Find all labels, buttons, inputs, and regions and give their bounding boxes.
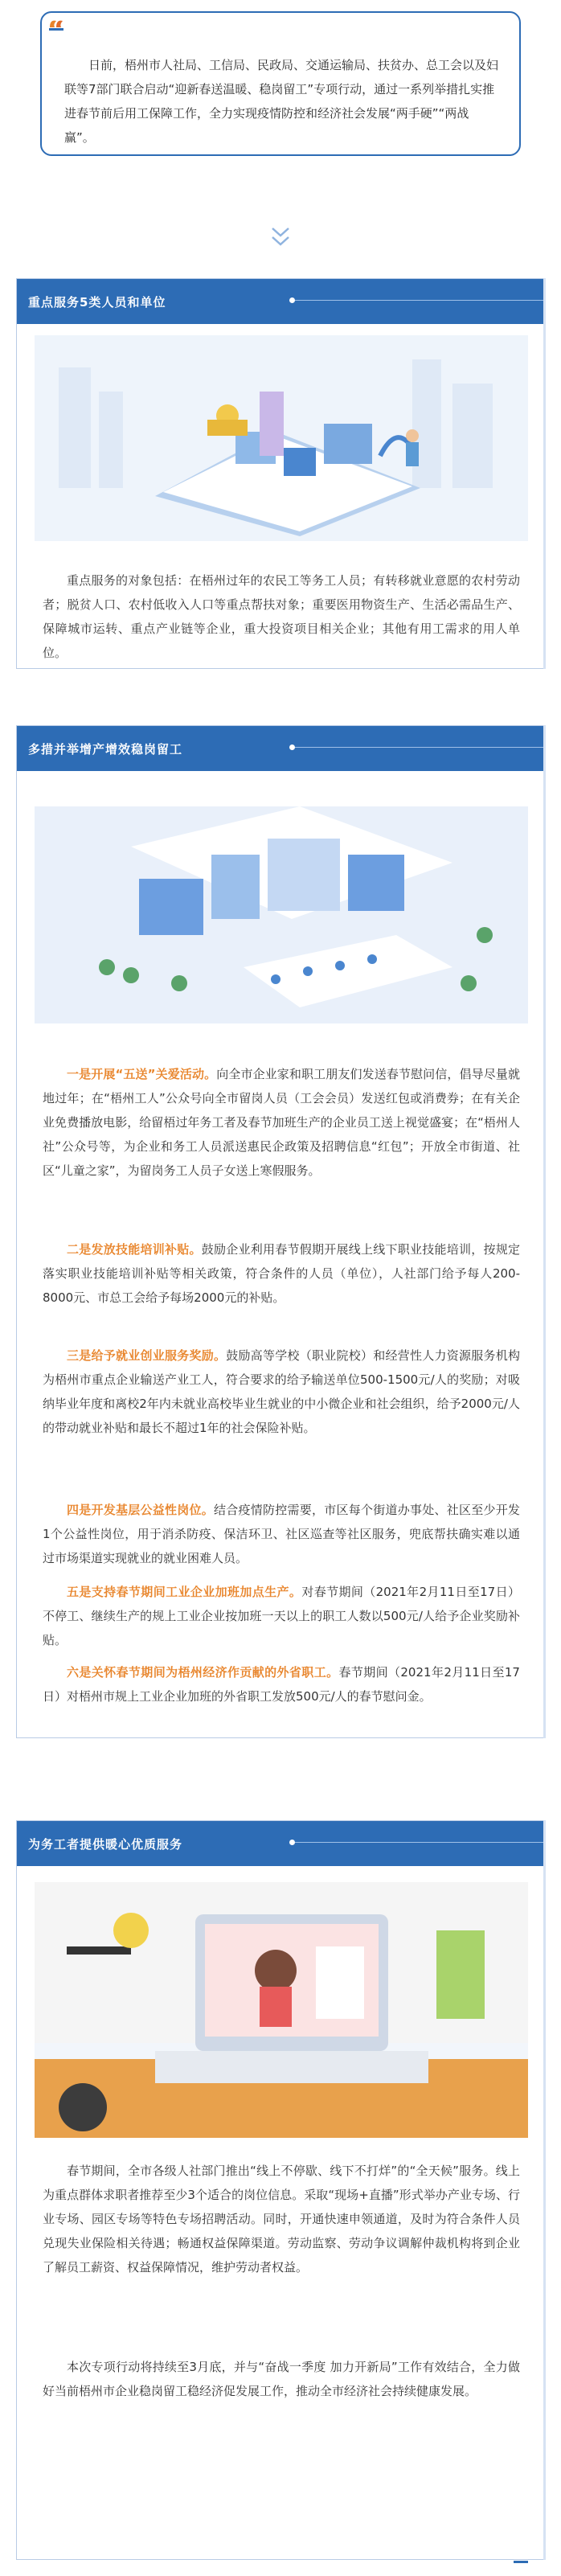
lantern-icon bbox=[47, 16, 71, 34]
measure-lead: 五是支持春节期间工业企业加班加点生产。 bbox=[67, 1585, 302, 1599]
intro-box bbox=[40, 11, 521, 156]
section-services bbox=[16, 1820, 545, 2560]
section-title: 重点服务5类人员和单位 bbox=[28, 294, 166, 310]
section-header bbox=[17, 726, 544, 771]
paragraph: 春节期间，全市各级人社部门推出“线上不停歇、线下不打烊”的“全天候”服务。线上为重点群体求职者推荐至少3个适合的岗位信息。采取“现场+直播”形式举办产业专场、行业专场、园区专场等特色专场招聘活动。同时，开通快速申领通道，及时为符合条件人员兑现失业保险相关待遇；畅通权益保障渠道。劳动监察、劳动争议调解仲裁机构将到企业了解员工薪资、权益保障情况，维护劳动者权益。 bbox=[43, 2164, 520, 2275]
measure-text: 对春节期间（2021年2月11日至17日）不停工、继续生产的规上工业企业按加班一天以上的职工人数以500元/人给予企业奖励补贴。 bbox=[43, 1585, 520, 1647]
measure-item-1 bbox=[43, 1062, 520, 1183]
measure-lead: 一是开展“五送”关爱活动。 bbox=[67, 1067, 217, 1081]
measure-item-3 bbox=[43, 1343, 520, 1440]
section-title: 多措并举增产增效稳岗留工 bbox=[28, 741, 183, 757]
measure-text: 春节期间（2021年2月11日至17日）对梧州市规上工业企业加班的外省职工发放500元/人的春节慰问金。 bbox=[43, 1665, 520, 1704]
measure-lead: 六是关怀春节期间为梧州经济作贡献的外省职工。 bbox=[67, 1665, 339, 1680]
section-measures bbox=[16, 725, 545, 1738]
measure-item-4 bbox=[43, 1498, 520, 1570]
measure-item-5 bbox=[43, 1580, 520, 1652]
measure-lead: 三是给予就业创业服务奖励。 bbox=[67, 1348, 227, 1363]
section-header bbox=[17, 279, 544, 324]
section-title: 为务工者提供暖心优质服务 bbox=[28, 1836, 183, 1852]
measure-item-2 bbox=[43, 1237, 520, 1310]
measure-item-6 bbox=[43, 1660, 520, 1708]
measure-lead: 二是发放技能培训补贴。 bbox=[67, 1242, 202, 1257]
measure-text: 鼓励高等学校（职业院校）和经营性人力资源服务机构为梧州市重点企业输送产业工人，符合要求的给予输送单位500-1500元/人的奖励；对吸纳毕业年度和离校2年内未就业高校毕业生就业的中小微企业和社会组织，给予2000元/人的带动就业补贴和最长不超过1年的社会保险补贴。 bbox=[43, 1348, 520, 1435]
measure-text: 向全市企业家和职工朋友们发送春节慰问信，倡导尽量就地过年；在“梧州工人”公众号向全市留岗人员（工会会员）发送红包或消费券；在有关企业免费播放电影，给留梧过年务工者及春节加班生产的企业员工送上视觉盛宴；在“梧州人社”公众号等，为企业和务工人员派送惠民企政策及招聘信息“红包”；开放全市街道、社区“儿童之家”，为留岗务工人员子女送上寒假服务。 bbox=[43, 1067, 520, 1178]
intro-text: 日前，梧州市人社局、工信局、民政局、交通运输局、扶贫办、总工会以及妇联等7部门联合启动“迎新春送温暖、稳岗留工”专项行动，通过一系列举措扎实推进春节前后用工保障工作，全力实现疫情防控和经济社会发展“两手硬”“两战赢”。 bbox=[64, 58, 499, 145]
measure-lead: 四是开发基层公益性岗位。 bbox=[67, 1503, 214, 1517]
section-key-services bbox=[16, 278, 545, 669]
section-header bbox=[17, 1821, 544, 1866]
illustration-job-fair bbox=[35, 806, 528, 1023]
illustration-online-interview bbox=[35, 1882, 528, 2138]
paragraph: 本次专项行动将持续至3月底，并与“奋战一季度 加力开新局”工作有效结合，全力做好当前梧州市企业稳岗留工稳经济促发展工作，推动全市经济社会持续健康发展。 bbox=[43, 2360, 520, 2398]
illustration-phone-logistics bbox=[35, 335, 528, 541]
chevron-down-icon bbox=[268, 224, 293, 251]
measure-text: 鼓励企业利用春节假期开展线上线下职业技能培训，按规定落实职业技能培训补贴等相关政策，符合条件的人员（单位），人社部门给予每人200-8000元、市总工会给予每场2000元的补贴。 bbox=[43, 1242, 520, 1305]
paragraph: 重点服务的对象包括：在梧州过年的农民工等务工人员；有转移就业意愿的农村劳动者；脱贫人口、农村低收入人口等重点帮扶对象；重要医用物资生产、生活必需品生产、保障城市运转、重点产业链等企业，重大投资项目相关企业；其他有用工需求的用人单位。 bbox=[43, 573, 520, 660]
measure-text: 结合疫情防控需要，市区每个街道办事处、社区至少开发1个公益性岗位，用于消杀防疫、保洁环卫、社区巡查等社区服务，兜底帮扶确实难以通过市场渠道实现就业的就业困难人员。 bbox=[43, 1503, 520, 1565]
